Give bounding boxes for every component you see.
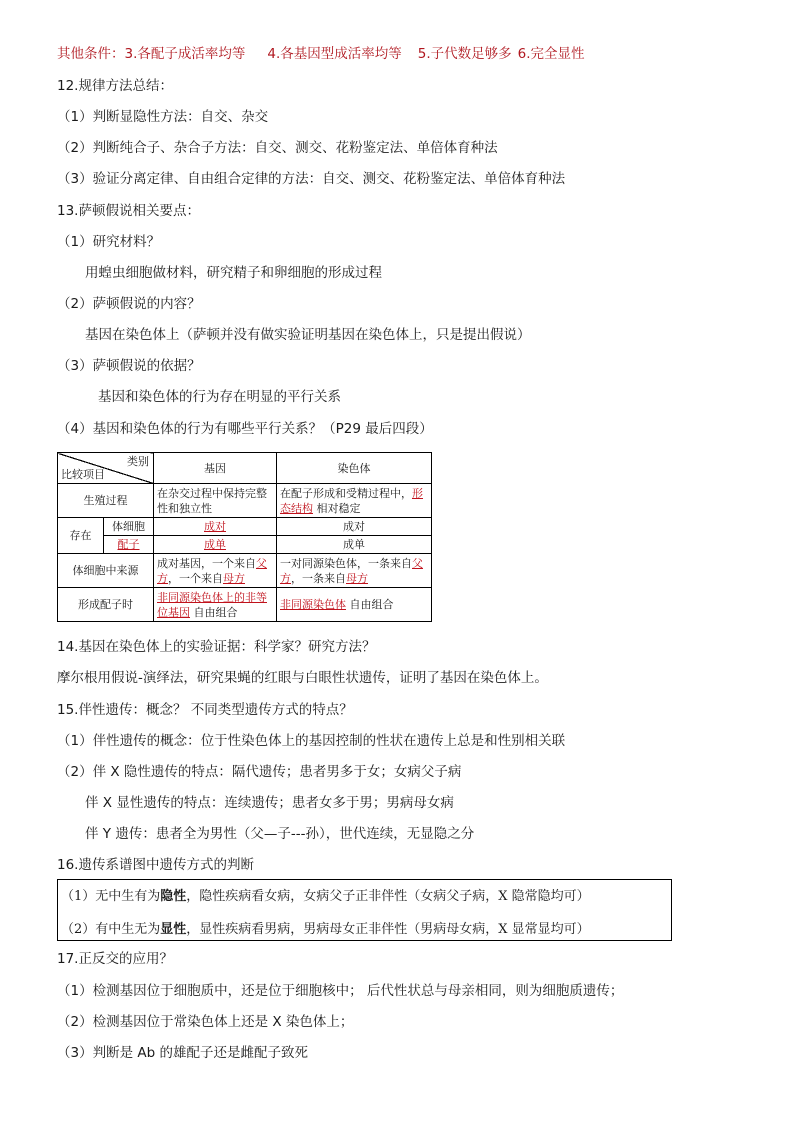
header-gene: 基因 [154,453,277,484]
pedigree-rules-box [57,879,672,941]
header-type: 类别 [127,455,149,468]
table-corner-header [58,453,154,484]
row-reproduction-label: 生殖过程 [58,484,154,518]
section-12-point-1: （1）判断显隐性方法：自交、杂交 [57,109,269,125]
row-origin-label: 体细胞中来源 [58,554,154,588]
section-15-point-2: （2）伴 X 隐性遗传的特点：隔代遗传；患者男多于女；女病父子病 [57,764,462,780]
section-12-point-2: （2）判断纯合子、杂合子方法：自交、测交、花粉鉴定法、单倍体育种法 [57,140,498,156]
section-16-title: 16.遗传系谱图中遗传方式的判断 [57,857,254,873]
row-origin-chromosome: 一对同源染色体，一条来自父方，一条来自母方 [277,554,432,588]
section-15-point-1: （1）伴性遗传的概念：位于性染色体上的基因控制的性状在遗传上总是和性别相关联 [57,733,566,749]
row-gamete-formation-label: 形成配子时 [58,588,154,622]
row-reproduction-gene: 在杂交过程中保持完整性和独立性 [154,484,277,518]
other-conditions-label: 其他条件： [57,46,125,62]
other-conditions-line [57,45,585,63]
row-gamete-formation-chromosome: 非同源染色体 自由组合 [277,588,432,622]
section-12-point-3: （3）验证分离定律、自由组合定律的方法：自交、测交、花粉鉴定法、单倍体育种法 [57,171,566,187]
pedigree-rule-2: （2）有中生无为显性，显性疾病看男病，男病母女正非伴性（男病母女病，X 显常显均可） [61,922,590,937]
row-gamete-label: 配子 [117,538,140,551]
section-13-question-4: （4）基因和染色体的行为有哪些平行关系？（P29 最后四段） [57,421,433,437]
morphology-text: 形态结构 [280,486,423,515]
condition-4: 4.各基因型成活率均等 [267,46,402,62]
condition-5: 5.子代数足够多 [417,46,512,62]
section-17-point-1: （1）检测基因位于细胞质中，还是位于细胞核中； 后代性状总与母亲相同，则为细胞质遗传； [57,983,624,999]
gamete-gene: 成单 [204,538,226,551]
row-existence-label: 存在 [58,518,104,554]
section-13-question-3: （3）萨顿假说的依据？ [57,358,201,374]
row-gamete-formation-gene: 非同源染色体上的非等位基因 自由组合 [154,588,277,622]
condition-3: 3.各配子成活率均等 [124,46,246,62]
row-somatic-label: 体细胞 [104,518,154,536]
section-17-point-3: （3）判断是 Ab 的雄配子还是雌配子致死 [57,1045,308,1061]
somatic-chromosome: 成对 [277,518,432,536]
section-15-point-4: 伴 Y 遗传：患者全为男性（父—子---孙），世代连续，无显隐之分 [85,826,475,842]
header-item: 比较项目 [61,468,105,481]
gene-chromosome-comparison-table [57,452,432,622]
row-reproduction-chromosome: 在配子形成和受精过程中，形态结构 相对稳定 [277,484,432,518]
section-17-point-2: （2）检测基因位于常染色体上还是 X 染色体上； [57,1014,354,1030]
section-15-point-3: 伴 X 显性遗传的特点：连续遗传；患者女多于男；男病母女病 [85,795,454,811]
pedigree-rule-1: （1）无中生有为隐性，隐性疾病看女病，女病父子正非伴性（女病父子病，X 隐常隐均可） [61,889,590,904]
section-14-title: 14.基因在染色体上的实验证据：科学家？研究方法？ [57,639,376,655]
section-12-title: 12.规律方法总结： [57,78,173,94]
section-13-answer-3: 基因和染色体的行为存在明显的平行关系 [98,389,341,405]
somatic-gene: 成对 [204,520,226,533]
section-14-answer: 摩尔根用假说-演绎法，研究果蝇的红眼与白眼性状遗传，证明了基因在染色体上。 [57,670,548,686]
section-13-answer-1: 用蝗虫细胞做材料，研究精子和卵细胞的形成过程 [85,265,382,281]
row-origin-gene: 成对基因，一个来自父方，一个来自母方 [154,554,277,588]
section-13-question-1: （1）研究材料？ [57,234,161,250]
section-15-title: 15.伴性遗传：概念？ 不同类型遗传方式的特点？ [57,702,353,718]
gamete-chromosome: 成单 [277,536,432,554]
section-13-answer-2: 基因在染色体上（萨顿并没有做实验证明基因在染色体上，只是提出假说） [85,327,531,343]
condition-6: 6.完全显性 [517,46,585,62]
section-17-title: 17.正反交的应用？ [57,951,173,967]
header-chromosome: 染色体 [277,453,432,484]
section-13-question-2: （2）萨顿假说的内容？ [57,296,201,312]
section-13-title: 13.萨顿假说相关要点： [57,203,200,219]
